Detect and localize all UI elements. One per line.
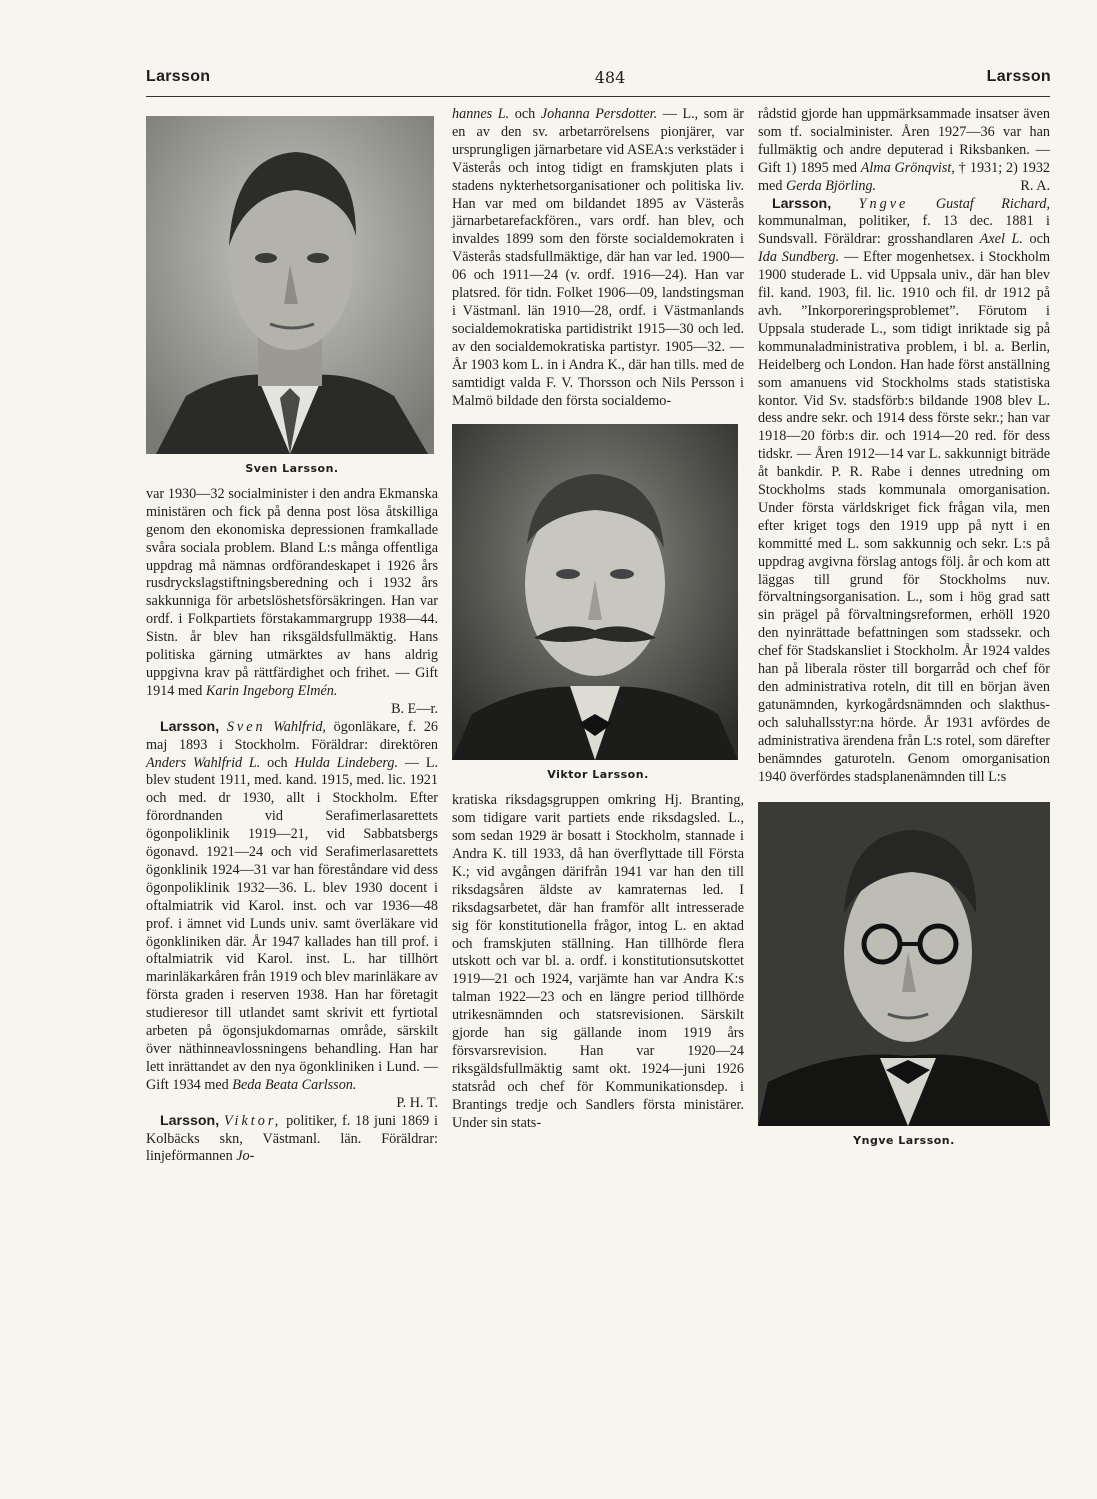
- parent-name: Jo-: [236, 1148, 255, 1165]
- text-block: — Efter mogenhetsex. i Stockholm 1900 studerade L. vid Uppsala univ., där han blev fil. kand. 1903, fil. lic. 1910 och fil. dr 1912 på avh. ”Inkorporeringsproblemet”. Förutom i Uppsala studerade L., som tidigt inriktade sig på kommunaladministrativa problem, i bl. a. Berlin, Heidelberg och London. Han hade först anställning som amanuens vid Stockholms stads statistiska kontor. Vid Sv. stadsförb:s bildande 1908 blev L. dess andre sekr. och 1914 dess förste sekr.; han var 1918—20 förb:s dir. och 1914—20 red. för dess tidskr. — Åren 1912—14 var L. sakkunnigt biträde åt bankdir. P. R. Rabe i dennes utredning om Stockholms stads kommunala omorganisation. Under första världskriget fick frågan vila, men efter kriget togs den 1919 upp på nytt i en kommitté med L. som sakkunnig och sekr. L:s på uppdrag avgivna förslag antogs följ. år och kom att läggas till grund för Stockholms nuv. förvaltningsorganisation. L., som i hög grad satt sin prägel på förvaltningsreformen, erhöll 1920 den nyinrättade befattningen som stadssekr. och chef för Stadskansliet i Stockholm. År 1924 valdes han på liberala röster till borgarråd och chef för den administrativa roteln, dit till en början även gatunämnden, kyrkogårdsnämnden och slakthus- och saluhallsstyr:na hörde. År 1931 avfördes de administrativa ärendena från L:s rotel, som därefter benämndes gaturoteln. Genom omorganisation 1940 överfördes stadsplanenämnden till L:s: [758, 249, 1050, 785]
- text-block: — L., som är en av den sv. arbetarrörelsens pionjärer, var ursprungligen järnarbetare vid ASEA:s verkstäder i Västerås och intog tidigt en framskjuten plats i stadens nykterhetsorganisationer och politiska liv. Han var med om bildandet 1895 av Västerås järnarbetarefackfören., vars ordf. han blev, och invaldes 1899 som den förste socialdemokraten i Västerås stadsfullmäktige, där han var led. 1900—06 och 1911—24 (v. ordf. 1916—24). Han var platsred. för tidn. Folket 1906—09, landstingsman i Västmanl. län 1910—28, ordf. i Västmanlands socialdemokratiska partidistrikt 1915—30 och led. av den socialdemokratiska partistyr. 1905—32. — År 1903 kom L. in i Andra K., där han tills. med de samtidigt valda F. V. Thorsson och Nils Persson i Malmö bildade den första socialdemo-: [452, 106, 744, 409]
- text-block: och: [1029, 231, 1050, 248]
- entry-first-name: Viktor,: [223, 1112, 282, 1129]
- entry-heading: Larsson,: [772, 195, 832, 212]
- text-block: † 1931; 2) 1932 med: [758, 159, 1051, 194]
- text-block: rådstid gjorde han uppmärksammade insatser även som tf. socialminister. Åren 1927—36 var han fullmäktig och andre deputerad i Riksbanken. — Gift 1) 1895 med: [758, 106, 1050, 176]
- running-head-right: Larsson: [986, 68, 1051, 85]
- text-block: och: [514, 106, 536, 122]
- page-number: 484: [594, 68, 626, 87]
- entry-middle-name: Gustaf Richard,: [935, 195, 1050, 212]
- parent-name: hannes L.: [452, 106, 510, 122]
- author-signature: B. E—r.: [391, 700, 438, 717]
- spouse-name: Beda Beata Carlsson.: [232, 1076, 357, 1093]
- text-block: kratiska riksdagsgruppen omkring Hj. Branting, som tidigare varit partiets ende riksdagsled. L., som sedan 1929 är bosatt i Stockholm, stannade i Andra K. till 1933, då han överflyttade till Första K.; vid avgången därifrån 1941 var han den till riksdagsåren äldste av kamraternas led. I riksdagsarbetet, där han framför allt intresserade sig för konstitutionella frågor, intog L. en aktad och framskjuten ställning. Han tillhörde flera utskott och var bl. a. ordf. i konstitutionsutskottet 1919—21 och 1924, varjämte han var Andra K:s talman 1922—23 och en längre period tillhörde utrikesnämnden och statsrevisionen. Särskilt gjorde han sig gällande inom 1919 års försvarsrevision. Han var 1920—24 riksgäldsfullmäktig samt okt. 1924—juni 1926 statsråd och chef för Kommunikationsdep. i Brantings tredje och Sandlers första ministärer. Under sin stats-: [452, 792, 744, 1131]
- author-signature: R. A.: [1020, 177, 1050, 194]
- author-signature: P. H. T.: [396, 1094, 438, 1111]
- text-block: var 1930—32 socialminister i den andra Ekmanska ministären och fick på denna post lösa åtskilliga genom den ekonomiska depressionen framkallade svåra sociala problem. Bland L:s många offentliga uppdrag må nämnas ordförandeskapet i 1926 års rusdryckslagstiftningsberedning och i 1932 års sakkunniga för arbetslöshetsförsäkringen. Han var ordf. i Folkpartiets förstakammargrupp 1938—44. Sistn. år blev han riksgäldsfullmäktig. Hans politiska gärning utmärktes av hans aldrig uppgivna krav på rättfärdighet och frihet. — Gift 1914 med: [146, 485, 438, 699]
- photo-caption-yngve: Yngve Larsson.: [853, 1134, 955, 1148]
- column-3: [758, 106, 1050, 1158]
- photo-caption-sven: Sven Larsson.: [245, 462, 339, 475]
- parent-name: Hulda Lindeberg.: [294, 754, 399, 771]
- spouse-name: Alma Grönqvist,: [860, 159, 955, 176]
- entry-heading: Larsson,: [160, 1112, 220, 1129]
- spouse-name: Karin Ingeborg Elmén.: [205, 682, 338, 699]
- entry-first-name: Yngve: [858, 195, 909, 212]
- parent-name: Ida Sundberg.: [758, 249, 840, 266]
- portrait-viktor-larsson: [452, 424, 738, 760]
- text-block: kommunalman, politiker, f. 13 dec. 1881 i Sundsvall. Föräldrar: grosshandlaren: [758, 213, 1050, 248]
- portrait-yngve-larsson: [758, 802, 1050, 1126]
- text-block: — L. blev student 1911, med. kand. 1915, med. lic. 1921 och med. dr 1930, allt i Stockholm. Efter förordnanden vid Serafimerlasarettets ögonpoliklinik 1919—21, vid Sabbatsbergs ögonavd. 1921—24 och vid Serafimerlasarettets ögonklinik 1924—31 var han föreståndare vid dess ögonpoliklinik 1932—36. L. blev 1930 docent i oftalmiatrik vid Karol. inst. och var 1936—48 prof. i ämnet vid Lunds univ. samt överläkare vid ögonkliniken där. År 1947 kallades han till prof. i oftalmiatrik vid Karol. inst. L. har tillhört marinläkarkåren från 1919 och blev marinläkare av första graden i reserven 1938. Han har företagit studieresor till utlandet samt skrivit ett fyrtiotal arbeten på ögonsjukdomarnas område, särskilt över näthinneavlossningens behandling. Han har lett inrättandet av den nya ögonkliniken i Lund. — Gift 1934 med: [146, 754, 439, 1093]
- header-rule: [146, 96, 1050, 97]
- photo-caption-viktor: Viktor Larsson.: [547, 768, 649, 782]
- column-1: [146, 106, 438, 1166]
- entry-middle-name: Wahlfrid,: [273, 718, 326, 735]
- parent-name: Axel L.: [979, 231, 1023, 248]
- spouse-name: Gerda Björling.: [785, 177, 877, 194]
- text-block: ögonläkare, f. 26 maj 1893 i Stockholm. Föräldrar: direktören: [146, 718, 439, 753]
- portrait-sven-larsson: [146, 116, 434, 454]
- text-block: och: [267, 754, 288, 771]
- column-2: [452, 106, 744, 1133]
- parent-name: Johanna Persdotter.: [540, 106, 658, 122]
- running-head-left: Larsson: [146, 68, 211, 85]
- entry-first-name: Sven: [226, 718, 266, 735]
- entry-heading: Larsson,: [160, 718, 220, 735]
- parent-name: Anders Wahlfrid L.: [146, 754, 261, 771]
- text-block: politiker, f. 18 juni 1869 i Kolbäcks skn, Västmanl. län. Föräldrar: linjeförmannen: [146, 1112, 438, 1165]
